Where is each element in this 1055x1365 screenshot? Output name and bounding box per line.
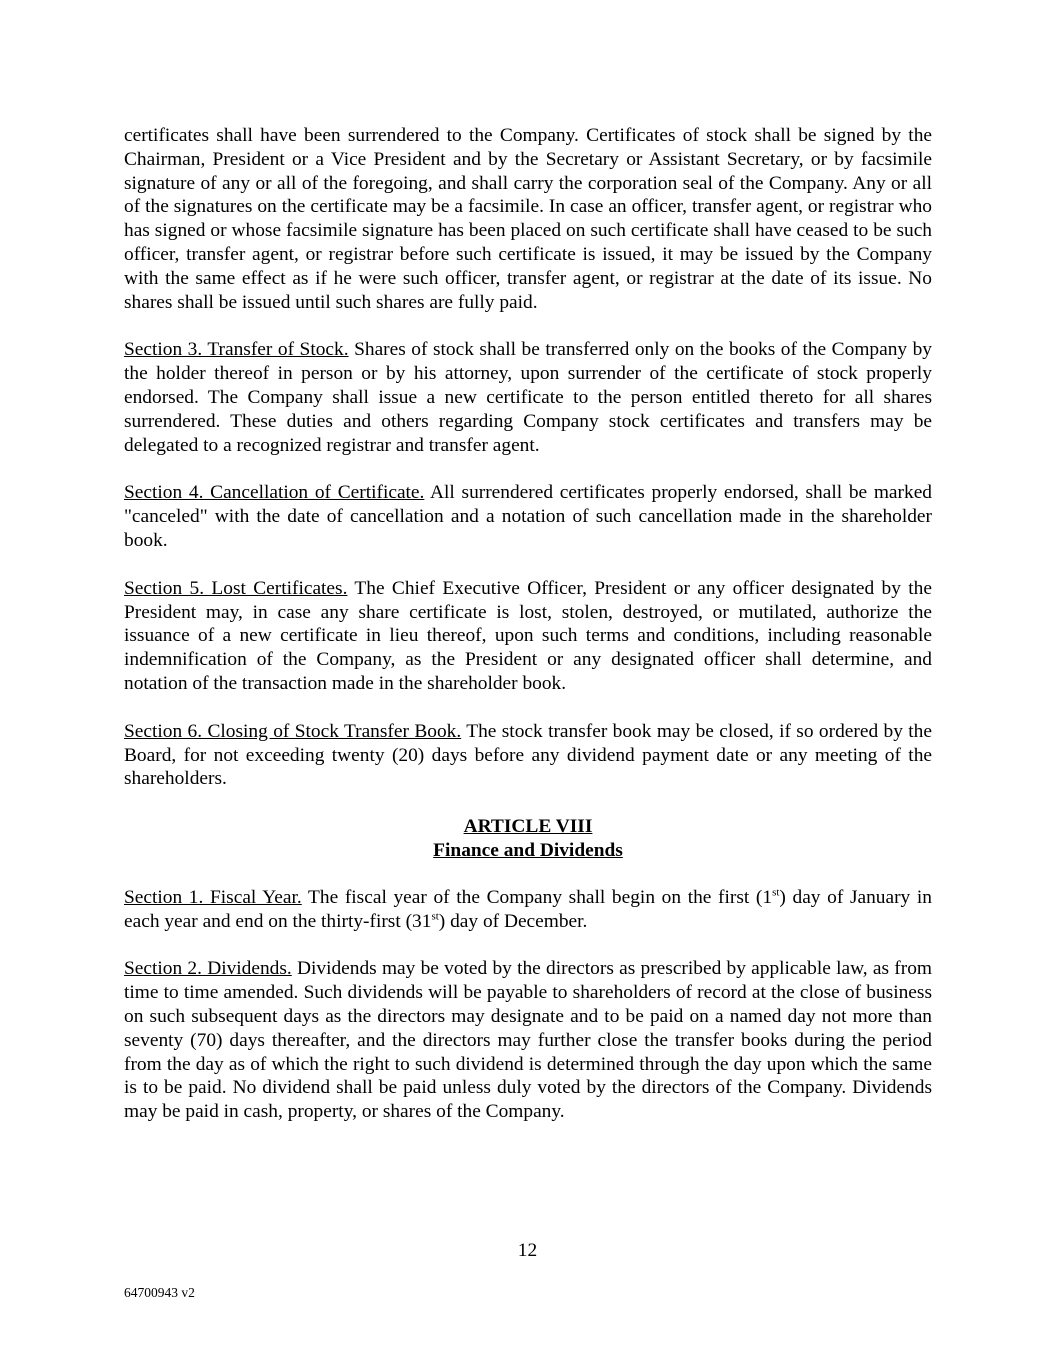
section-body-part: The fiscal year of the Company shall begin on the first (1 bbox=[301, 886, 773, 908]
article-heading bbox=[124, 815, 932, 863]
section-title: Section 4. Cancellation of Certificate. bbox=[124, 482, 425, 504]
continuation-paragraph: certificates shall have been surrendered to the Company. Certificates of stock shall be signed by the Chairman, President or a Vice President and by the Secretary or Assistant Secretary, or by facsimile signature of any or all of the foregoing, and shall carry the corporation seal of the Company. Any or all of the signatures on the certificate may be a facsimile. In case an officer, transfer agent, or registrar who has signed or whose facsimile signature has been placed on such certificate shall have ceased to be such officer, transfer agent, or registrar before such certificate is issued, it may be issued by the Company with the same effect as if he were such officer, transfer agent, or registrar at the date of its issue. No shares shall be issued until such shares are fully paid. bbox=[124, 125, 932, 313]
article-number: ARTICLE VIII bbox=[463, 816, 593, 838]
section-body: All surrendered certificates properly endorsed, shall be marked "canceled" with the date of cancellation and a notation of such cancellation made in the shareholder book. bbox=[124, 482, 932, 551]
section-title: Section 6. Closing of Stock Transfer Book. bbox=[124, 720, 462, 742]
section-6-closing-transfer-book bbox=[124, 720, 932, 791]
section-1-fiscal-year bbox=[124, 886, 932, 934]
section-4-cancellation bbox=[124, 481, 932, 552]
document-page bbox=[124, 124, 932, 1148]
ordinal-suffix: st bbox=[772, 886, 780, 899]
ordinal-suffix: st bbox=[431, 910, 439, 923]
section-body-part: ) day of December. bbox=[438, 910, 588, 932]
section-body: Dividends may be voted by the directors as prescribed by applicable law, as from time to time amended. Such dividends will be payable to shareholders of record at the close of business on such subsequent days as the directors may designate and to be paid on a named day not more than seventy (70) days thereafter, and the directors may further close the transfer books during the period from the day as of which the right to such dividend is determined through the day upon which the same is to be paid. No dividend shall be paid unless duly voted by the directors of the Company. Dividends may be paid in cash, property, or shares of the Company. bbox=[124, 958, 932, 1123]
article-title: Finance and Dividends bbox=[433, 839, 623, 861]
section-2-dividends bbox=[124, 957, 932, 1124]
section-3-transfer-of-stock bbox=[124, 338, 932, 457]
section-5-lost-certificates bbox=[124, 577, 932, 696]
section-title: Section 1. Fiscal Year. bbox=[124, 886, 302, 908]
section-body: The Chief Executive Officer, President or any officer designated by the President may, in case any share certificate is lost, stolen, destroyed, or mutilated, authorize the issuance of a new certificate in lieu thereof, upon such terms and conditions, including reasonable indemnification of the Company, as the President or any designated officer shall determine, and notation of the transaction made in the shareholder book. bbox=[124, 577, 932, 694]
section-body: The stock transfer book may be closed, if so ordered by the Board, for not exceeding twenty (20) days before any dividend payment date or any meeting of the shareholders. bbox=[124, 720, 932, 790]
section-body-part: ) day of January in each year and end on the thirty-first (31 bbox=[124, 886, 932, 932]
section-title: Section 5. Lost Certificates. bbox=[124, 577, 348, 599]
page-number: 12 bbox=[517, 1240, 538, 1261]
section-body: Shares of stock shall be transferred only on the books of the Company by the holder thereof in person or by his attorney, upon surrender of the certificate of stock properly endorsed. The Company shall issue a new certificate to the person entitled thereto for all shares surrendered. These duties and others regarding Company stock certificates and transfers may be delegated to a recognized registrar and transfer agent. bbox=[124, 339, 932, 456]
document-id: 64700943 v2 bbox=[124, 1285, 195, 1300]
section-title: Section 2. Dividends. bbox=[124, 958, 292, 980]
section-title: Section 3. Transfer of Stock. bbox=[124, 339, 349, 361]
